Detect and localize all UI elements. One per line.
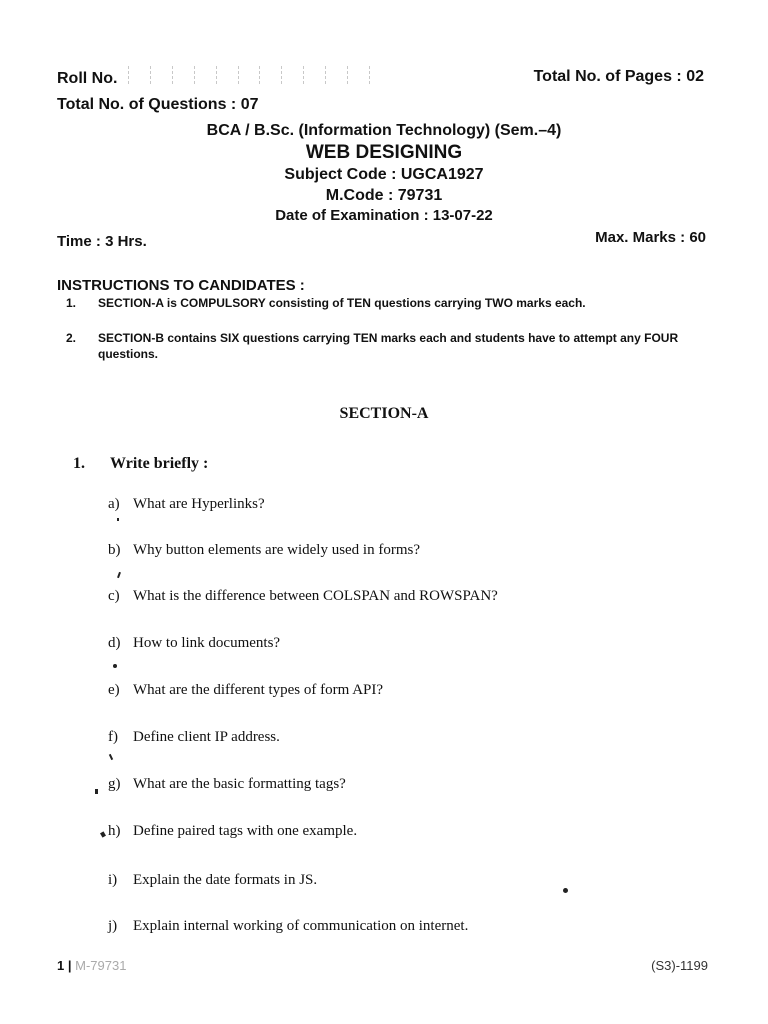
scan-mark xyxy=(117,518,119,521)
sub-question-label: i) xyxy=(108,872,118,888)
sub-question xyxy=(108,872,317,889)
total-pages: Total No. of Pages : 02 xyxy=(533,68,704,85)
scan-mark xyxy=(109,754,113,760)
sub-question-text: Define client IP address. xyxy=(133,729,280,745)
sub-question-text: What are Hyperlinks? xyxy=(133,496,265,512)
sub-question xyxy=(108,729,280,746)
sub-question-label: h) xyxy=(108,823,121,839)
footer-mcode: M-79731 xyxy=(75,958,127,973)
instructions-title: INSTRUCTIONS TO CANDIDATES : xyxy=(57,277,305,294)
footer-page-info xyxy=(57,958,126,973)
sub-question xyxy=(108,588,498,605)
sub-question-label: c) xyxy=(108,588,120,604)
instruction-number: 1. xyxy=(66,296,77,310)
scan-mark xyxy=(95,789,98,794)
exam-date: Date of Examination : 13-07-22 xyxy=(275,207,493,224)
sub-question-label: f) xyxy=(108,729,118,745)
instruction-item xyxy=(66,330,716,362)
instruction-item xyxy=(66,295,716,311)
sub-question-label: a) xyxy=(108,496,120,512)
sub-question-label: d) xyxy=(108,635,121,651)
sub-question-text: How to link documents? xyxy=(133,635,281,651)
sub-question-label: j) xyxy=(108,918,118,934)
subject-code: Subject Code : UGCA1927 xyxy=(284,166,484,183)
sub-question-text: Explain internal working of communication on internet. xyxy=(133,918,469,934)
sub-question xyxy=(108,542,420,559)
sub-question-text: Why button elements are widely used in forms? xyxy=(133,542,421,558)
instruction-text: SECTION-B contains SIX questions carrying TEN marks each and students have to attempt any FOUR questions. xyxy=(98,331,679,361)
roll-number-label: Roll No. xyxy=(57,70,118,87)
scan-mark xyxy=(117,572,121,578)
sub-question xyxy=(108,918,468,935)
sub-question xyxy=(108,823,357,840)
footer-page-number: 1 | xyxy=(57,958,72,973)
sub-question-text: Explain the date formats in JS. xyxy=(133,872,318,888)
total-questions: Total No. of Questions : 07 xyxy=(57,96,259,113)
scan-mark xyxy=(563,888,568,893)
scan-mark xyxy=(100,831,106,837)
instruction-number: 2. xyxy=(66,331,77,345)
sub-question xyxy=(108,682,383,699)
sub-question-text: What are the basic formatting tags? xyxy=(133,776,346,792)
sub-question-label: g) xyxy=(108,776,121,792)
sub-question xyxy=(108,635,280,652)
question-title: Write briefly : xyxy=(110,455,209,472)
footer-serial: (S3)-1199 xyxy=(651,958,708,973)
sub-question-text: What are the different types of form API? xyxy=(133,682,384,698)
sub-question xyxy=(108,496,265,513)
sub-question-label: b) xyxy=(108,542,121,558)
roll-number-boxes xyxy=(128,64,370,86)
sub-question-label: e) xyxy=(108,682,120,698)
instruction-text: SECTION-A is COMPULSORY consisting of TEN questions carrying TWO marks each. xyxy=(98,296,586,310)
course-title: BCA / B.Sc. (Information Technology) (Sem.–4) xyxy=(206,122,562,139)
time-allowed: Time : 3 Hrs. xyxy=(57,233,147,250)
max-marks: Max. Marks : 60 xyxy=(595,229,706,246)
sub-question xyxy=(108,776,346,793)
sub-question-text: Define paired tags with one example. xyxy=(133,823,358,839)
subject-title: WEB DESIGNING xyxy=(305,142,463,163)
m-code: M.Code : 79731 xyxy=(325,187,443,204)
question-number: 1. xyxy=(73,455,85,472)
sub-question-text: What is the difference between COLSPAN and ROWSPAN? xyxy=(133,588,498,604)
section-a-heading: SECTION-A xyxy=(339,405,429,422)
scan-mark xyxy=(113,664,117,668)
